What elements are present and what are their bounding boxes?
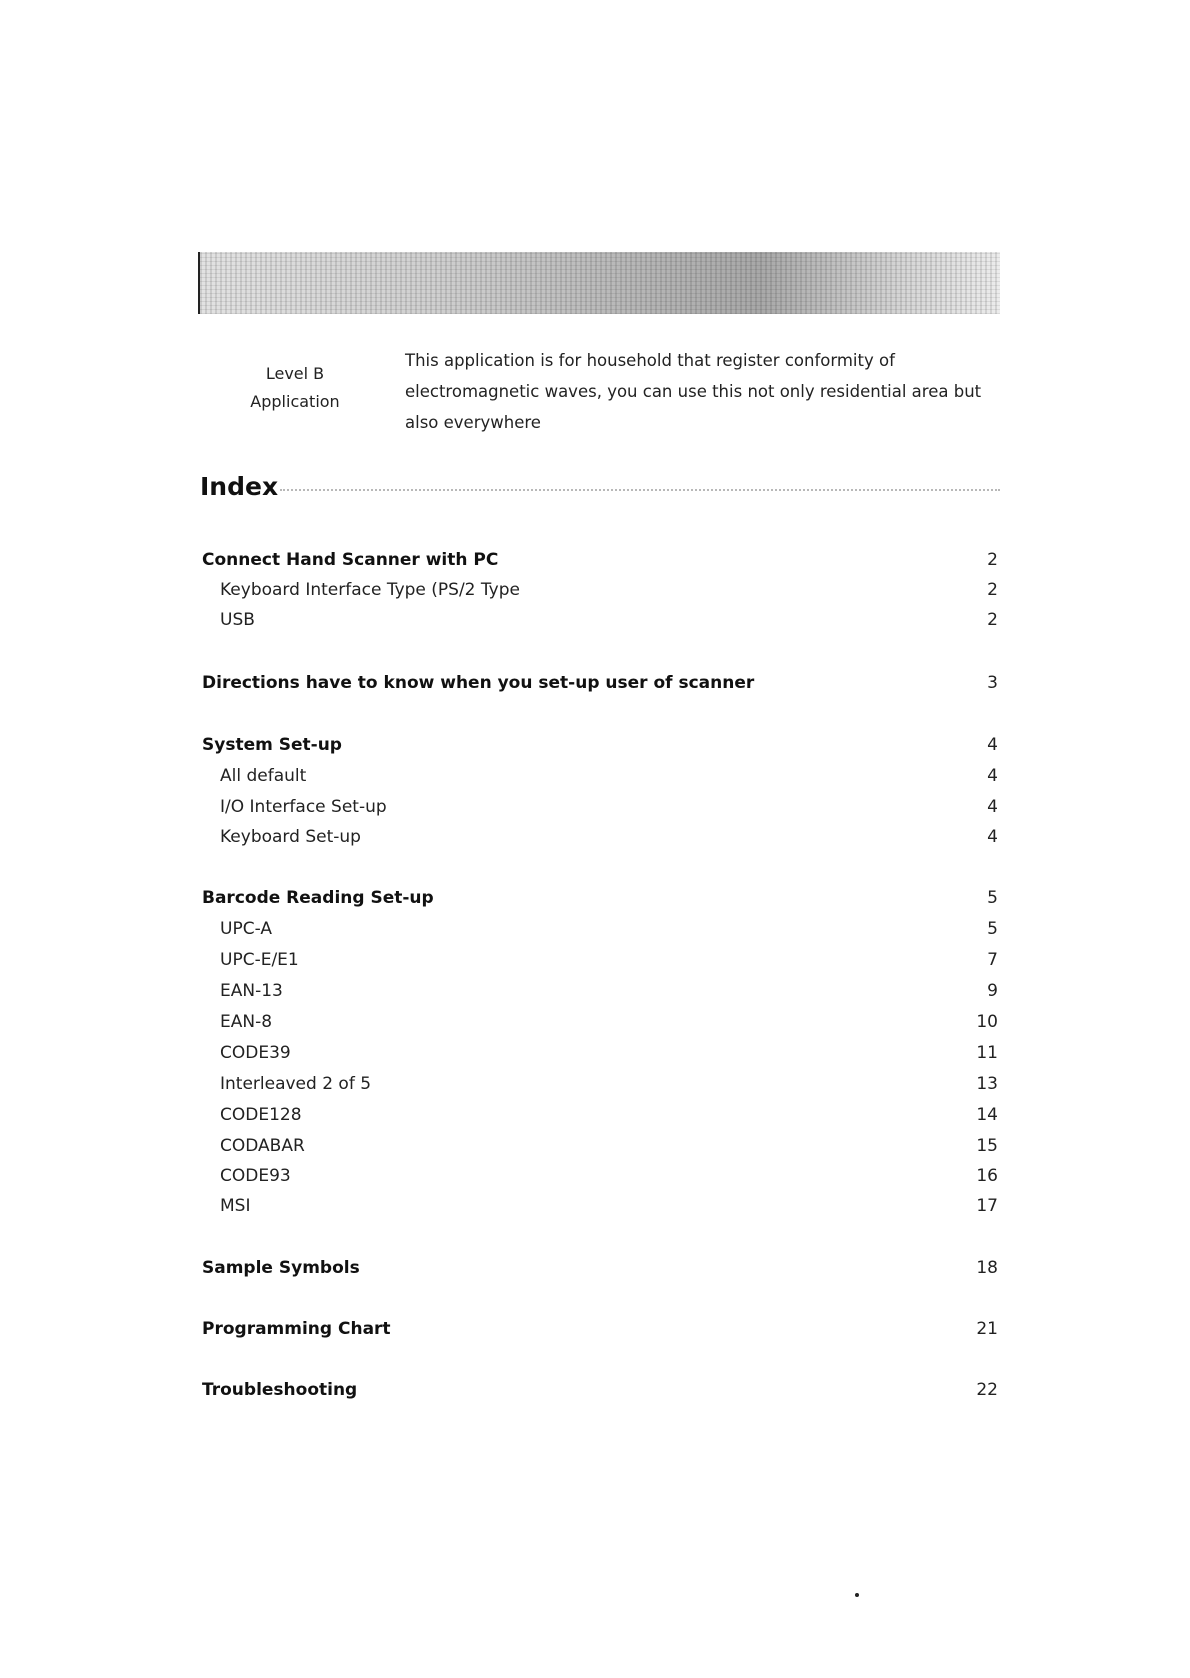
toc-entry-page: 11: [976, 1043, 998, 1063]
description-line: electromagnetic waves, you can use this not only residential area but: [405, 382, 982, 401]
toc-entry-troubleshooting[interactable]: [0, 1375, 1190, 1405]
toc-entry-label: EAN-8: [220, 1012, 273, 1032]
toc-entry-label: Keyboard Interface Type (PS/2 Type: [220, 580, 520, 600]
toc-entry-codabar[interactable]: [0, 1131, 1190, 1161]
level-label-line1: Level B: [265, 364, 325, 383]
toc-entry-code93[interactable]: [0, 1161, 1190, 1191]
index-dotted-rule: [280, 489, 1000, 491]
toc-entry-connect-hand-scanner[interactable]: [0, 545, 1190, 575]
toc-entry-ean-8[interactable]: [0, 1007, 1190, 1037]
toc-entry-barcode-reading[interactable]: [0, 883, 1190, 913]
description-line: also everywhere: [405, 413, 541, 432]
toc-entry-label: CODE128: [220, 1105, 302, 1125]
toc-entry-page: 5: [987, 919, 998, 939]
toc-entry-msi[interactable]: [0, 1191, 1190, 1221]
toc-entry-code39[interactable]: [0, 1038, 1190, 1068]
index-title: Index: [200, 472, 279, 501]
toc-entry-page: 5: [987, 888, 998, 908]
description-line: This application is for household that register conformity of: [405, 351, 895, 370]
toc-entry-io-interface[interactable]: [0, 792, 1190, 822]
toc-entry-page: 7: [987, 950, 998, 970]
toc-entry-page: 15: [976, 1136, 998, 1156]
toc-entry-page: 13: [976, 1074, 998, 1094]
toc-entry-keyboard-setup[interactable]: [0, 822, 1190, 852]
level-b-description: [405, 345, 1005, 438]
level-b-label: [230, 360, 360, 416]
toc-entry-label: CODE39: [220, 1043, 291, 1063]
toc-entry-upc-a[interactable]: [0, 914, 1190, 944]
toc-entry-all-default[interactable]: [0, 761, 1190, 791]
toc-entry-label: Troubleshooting: [202, 1380, 358, 1400]
toc-entry-usb[interactable]: [0, 605, 1190, 635]
toc-entry-keyboard-interface[interactable]: [0, 575, 1190, 605]
toc-entry-label: MSI: [220, 1196, 251, 1216]
toc-entry-page: 4: [987, 797, 998, 817]
toc-entry-label: UPC-E/E1: [220, 950, 299, 970]
toc-entry-page: 16: [976, 1166, 998, 1186]
page-dot-mark: [855, 1593, 859, 1597]
toc-entry-page: 9: [987, 981, 998, 1001]
toc-entry-system-setup[interactable]: [0, 730, 1190, 760]
level-label-line2: Application: [250, 392, 340, 411]
toc-entry-page: 22: [976, 1380, 998, 1400]
toc-entry-page: 10: [976, 1012, 998, 1032]
toc-entry-interleaved-2-of-5[interactable]: [0, 1069, 1190, 1099]
toc-entry-page: 4: [987, 735, 998, 755]
toc-entry-label: Programming Chart: [202, 1319, 391, 1339]
toc-entry-label: USB: [220, 610, 255, 630]
toc-entry-label: Keyboard Set-up: [220, 827, 361, 847]
toc-entry-programming-chart[interactable]: [0, 1314, 1190, 1344]
toc-entry-sample-symbols[interactable]: [0, 1253, 1190, 1283]
toc-entry-page: 4: [987, 827, 998, 847]
toc-entry-label: Barcode Reading Set-up: [202, 888, 434, 908]
toc-entry-label: Connect Hand Scanner with PC: [202, 550, 499, 570]
toc-entry-label: Sample Symbols: [202, 1258, 360, 1278]
toc-entry-page: 21: [976, 1319, 998, 1339]
toc-entry-upc-e[interactable]: [0, 945, 1190, 975]
toc-entry-page: 2: [987, 580, 998, 600]
toc-entry-directions[interactable]: [0, 668, 1190, 698]
toc-entry-label: System Set-up: [202, 735, 342, 755]
toc-entry-page: 17: [976, 1196, 998, 1216]
toc-entry-label: Interleaved 2 of 5: [220, 1074, 372, 1094]
toc-entry-page: 4: [987, 766, 998, 786]
toc-entry-ean-13[interactable]: [0, 976, 1190, 1006]
toc-entry-label: UPC-A: [220, 919, 272, 939]
toc-entry-page: 2: [987, 550, 998, 570]
toc-entry-label: CODE93: [220, 1166, 291, 1186]
toc-entry-label: I/O Interface Set-up: [220, 797, 387, 817]
toc-entry-label: EAN-13: [220, 981, 283, 1001]
toc-entry-label: All default: [220, 766, 307, 786]
header-banner: [198, 252, 1000, 314]
toc-entry-page: 18: [976, 1258, 998, 1278]
toc-entry-code128[interactable]: [0, 1100, 1190, 1130]
toc-entry-page: 14: [976, 1105, 998, 1125]
toc-entry-label: Directions have to know when you set-up user of scanner: [202, 673, 755, 693]
toc-entry-label: CODABAR: [220, 1136, 305, 1156]
toc-entry-page: 3: [987, 673, 998, 693]
toc-entry-page: 2: [987, 610, 998, 630]
